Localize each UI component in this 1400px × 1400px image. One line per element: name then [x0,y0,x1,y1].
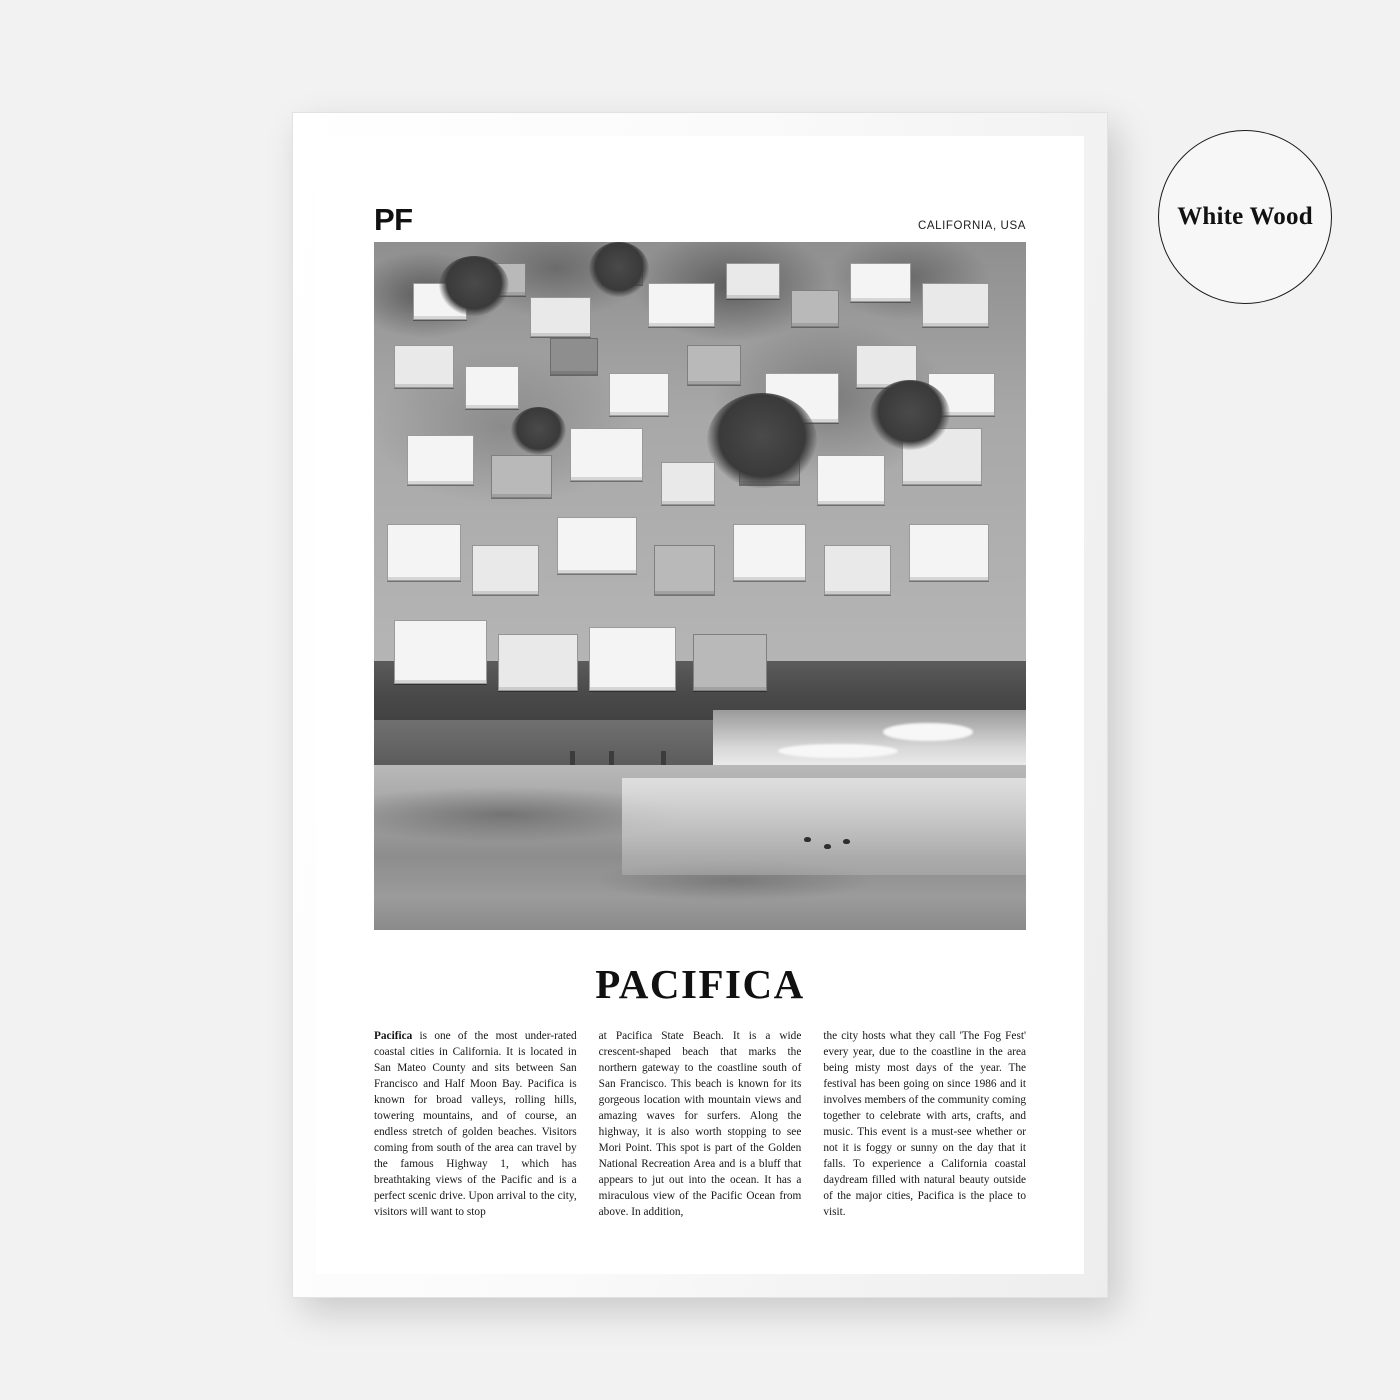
body-lead-in: Pacifica [374,1029,413,1042]
poster-brand: PF [374,202,413,237]
photo-tree [870,380,950,450]
photo-building [472,545,539,595]
photo-building [922,283,989,326]
photo-wet-sand [622,778,1026,874]
photo-building [791,290,839,326]
poster-header [374,204,1026,242]
poster [316,136,1084,1274]
material-badge-label: White Wood [1177,203,1313,230]
photo-building [654,545,715,595]
photo-building [387,524,461,581]
photo-beach-house [498,634,578,691]
photo-building [648,283,715,326]
photo-building [726,263,780,299]
photo-building [570,428,644,482]
poster-locale: CALIFORNIA, USA [917,220,1026,232]
photo-tree [589,242,649,297]
body-text-2: at Pacifica State Beach. It is a wide crescent-shaped beach that marks the northern gateway to the coastline south of San Francisco. This beach is known for its gorgeous location with mountain views and amazing waves for surfers. Along the highway, it is also worth stopping to see Mori Point. This spot is part of the Golden National Recreation Area and is a bluff that appears to jut out into the ocean. It has a miraculous view of the Pacific Ocean from above. In addition, [598,1029,802,1218]
photo-tree [439,256,509,316]
body-column-2 [599,1028,802,1220]
poster-body [374,1028,1026,1220]
photo-building [550,338,598,374]
poster-title: PACIFICA [595,960,805,1007]
photo-tree [707,393,817,488]
photo-building [530,297,591,337]
photo-building [394,345,455,388]
body-column-1 [374,1028,577,1220]
photo-beach-house [693,634,767,691]
photo-building [491,455,552,498]
body-text-1: is one of the most under-rated coastal cities in California. It is located in San Mateo County and sits between San Francisco and Half Moon Bay. Pacifica is known for broad valleys, rolling hills, towering mountains, and of course, an endless stretch of golden beaches. Visitors coming from south of the area can travel by the famous Highway 1, which has breathtaking views of the Pacific and is a perfect scenic drive. Upon arrival to the city, visitors will want to stop [374,1029,577,1218]
photo-building [850,263,911,303]
photo-building [609,373,670,416]
body-text-3: the city hosts what they call 'The Fog Fest' every year, due to the coastline in the area being misty most days of the year. The festival has been going on since 1986 and it involves members of the community coming together to celebrate with arts, crafts, and music. This event is a must-see whether or not it is foggy or sunny on the day that it falls. To experience a California coastal daydream filled with natural beauty outside of the major cities, Pacifica is the place to visit. [823,1029,1027,1218]
photo-building [465,366,519,409]
photo-building [407,435,474,485]
poster-photo [374,242,1026,930]
photo-building [909,524,989,581]
photo-bird [843,839,850,844]
photo-foam [778,744,898,758]
photo-building [733,524,807,581]
photo-beach-house [394,620,487,684]
photo-building [661,462,715,505]
photo-bird [824,844,831,849]
photo-building [557,517,637,574]
body-column-3 [823,1028,1026,1220]
photo-beach-house [589,627,676,691]
photo-bird [804,837,811,842]
photo-building [824,545,891,595]
material-badge [1158,130,1332,304]
photo-building [687,345,741,385]
photo-tree [511,407,566,455]
photo-building [817,455,884,505]
